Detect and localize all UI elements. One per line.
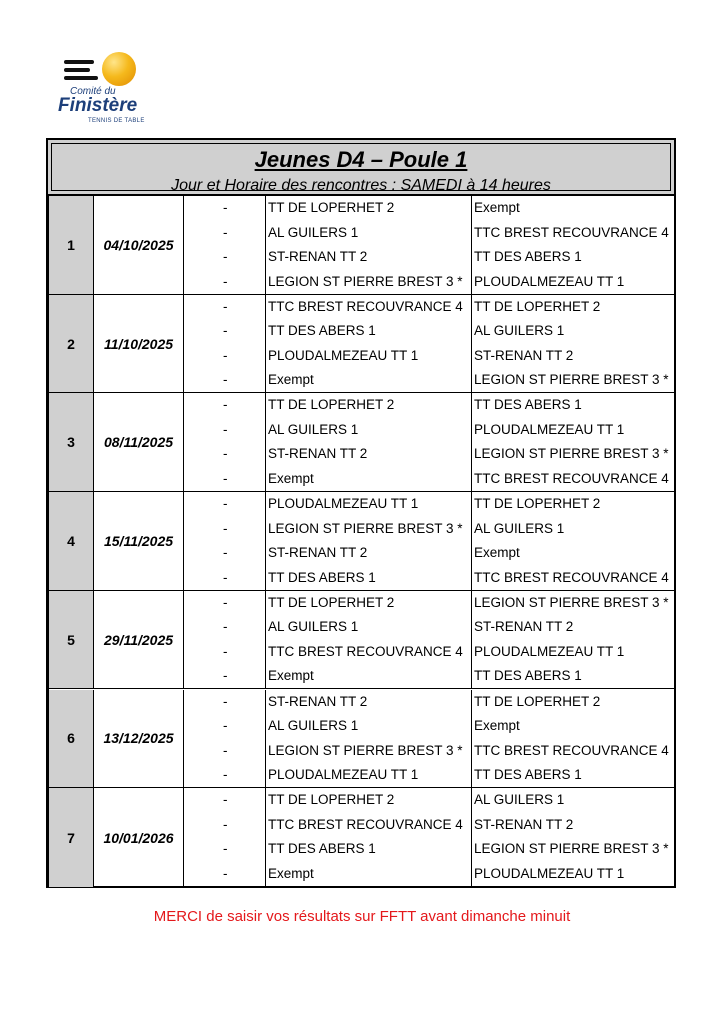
away-team: ST-RENAN TT 2 [474,347,574,363]
match-separator: - [223,200,228,215]
home-team: TT DE LOPERHET 2 [268,397,395,413]
home-team-column [266,295,472,393]
away-team-column [472,690,674,788]
match-separator: - [223,446,228,462]
match-separator: - [223,323,228,339]
round-number: 7 [49,788,94,887]
away-team: ST-RENAN TT 2 [474,816,574,832]
home-team: AL GUILERS 1 [268,619,359,635]
home-team: TTC BREST RECOUVRANCE 4 [268,643,463,659]
match-separator: - [223,668,228,684]
match-separator-column [184,492,266,590]
match-separator: - [223,816,228,832]
away-team: PLOUDALMEZEAU TT 1 [474,421,625,437]
away-team: Exempt [474,545,520,561]
away-team: TTC BREST RECOUVRANCE 4 [474,224,669,240]
away-team-column [472,295,674,393]
home-team: LEGION ST PIERRE BREST 3 * [268,273,463,289]
away-team-column [472,393,674,491]
away-team: LEGION ST PIERRE BREST 3 * [474,372,669,388]
match-separator: - [223,249,228,264]
home-team-column [266,393,472,491]
round-date: 10/01/2026 [94,788,184,887]
comite-finistere-logo [56,48,156,128]
match-separator: - [223,298,228,314]
round-block [49,295,674,394]
round-block [49,492,674,591]
home-team: TT DES ABERS 1 [268,841,376,857]
away-team: LEGION ST PIERRE BREST 3 * [474,594,669,610]
away-team: TT DE LOPERHET 2 [474,496,601,512]
home-team-column [266,196,472,294]
match-separator: - [223,718,228,733]
match-separator: - [223,693,228,709]
match-separator: - [223,347,228,363]
round-number: 6 [49,690,94,788]
home-team: Exempt [268,470,314,486]
home-team: ST-RENAN TT 2 [268,446,368,462]
home-team: LEGION ST PIERRE BREST 3 * [268,520,463,536]
match-separator: - [223,594,228,610]
round-block [49,690,674,789]
home-team: TTC BREST RECOUVRANCE 4 [268,298,463,314]
away-team-column [472,492,674,590]
round-number: 2 [49,295,94,393]
logo-text-comite: Comité du [70,86,116,97]
away-team: PLOUDALMEZEAU TT 1 [474,273,625,289]
home-team: AL GUILERS 1 [268,718,359,733]
away-team: LEGION ST PIERRE BREST 3 * [474,446,669,462]
match-separator-column [184,295,266,393]
away-team: TT DES ABERS 1 [474,668,582,684]
round-date: 29/11/2025 [94,591,184,689]
header-inner-frame [51,143,671,194]
match-separator: - [223,470,228,486]
match-separator: - [223,273,228,289]
home-team: TT DE LOPERHET 2 [268,594,395,610]
away-team: Exempt [474,718,520,733]
away-team: TT DES ABERS 1 [474,397,582,413]
round-date: 08/11/2025 [94,393,184,491]
away-team-column [472,788,674,887]
match-separator: - [223,643,228,659]
home-team: Exempt [268,372,314,388]
away-team-column [472,591,674,689]
home-team: TT DE LOPERHET 2 [268,792,395,808]
away-team: LEGION ST PIERRE BREST 3 * [474,841,669,857]
away-team: AL GUILERS 1 [474,792,565,808]
home-team: AL GUILERS 1 [268,421,359,437]
match-separator: - [223,742,228,758]
round-block [49,591,674,690]
match-separator: - [223,421,228,437]
home-team: TTC BREST RECOUVRANCE 4 [268,816,463,832]
home-team: TT DES ABERS 1 [268,323,376,339]
round-block [49,393,674,492]
round-number: 5 [49,591,94,689]
match-separator: - [223,496,228,512]
match-separator: - [223,520,228,536]
home-team-column [266,591,472,689]
home-team: PLOUDALMEZEAU TT 1 [268,767,419,782]
home-team-column [266,788,472,887]
home-team: Exempt [268,668,314,684]
match-separator: - [223,372,228,388]
away-team: ST-RENAN TT 2 [474,619,574,635]
page-title: Jeunes D4 – Poule 1 [254,147,468,172]
round-number: 1 [49,196,94,294]
away-team: TT DE LOPERHET 2 [474,693,601,709]
home-team: ST-RENAN TT 2 [268,545,368,561]
round-date: 15/11/2025 [94,492,184,590]
home-team: TT DE LOPERHET 2 [268,200,395,215]
logo-lines-graphic [64,58,104,88]
match-separator-column [184,196,266,294]
away-team-column [472,196,674,294]
match-separator-column [184,690,266,788]
home-team: PLOUDALMEZEAU TT 1 [268,347,419,363]
away-team: TT DES ABERS 1 [474,249,582,264]
match-separator: - [223,841,228,857]
home-team: AL GUILERS 1 [268,224,359,240]
match-separator: - [223,792,228,808]
home-team-column [266,492,472,590]
away-team: TTC BREST RECOUVRANCE 4 [474,569,669,585]
away-team: TT DES ABERS 1 [474,767,582,782]
match-separator: - [223,397,228,413]
round-date: 13/12/2025 [94,690,184,788]
match-separator-column [184,393,266,491]
round-date: 04/10/2025 [94,196,184,294]
home-team-column [266,690,472,788]
home-team: Exempt [268,865,314,881]
match-separator: - [223,545,228,561]
logo-text-tennis-de-table: TENNIS DE TABLE [88,118,145,124]
match-separator: - [223,569,228,585]
round-date: 11/10/2025 [94,295,184,393]
home-team: TT DES ABERS 1 [268,569,376,585]
page-subtitle: Jour et Horaire des rencontres : SAMEDI à 14 heures [171,177,551,194]
home-team: PLOUDALMEZEAU TT 1 [268,496,419,512]
away-team: TT DE LOPERHET 2 [474,298,601,314]
match-separator: - [223,865,228,881]
match-separator: - [223,224,228,240]
away-team: Exempt [474,200,520,215]
footer-notice: MERCI de saisir vos résultats sur FFTT avant dimanche minuit [153,908,571,925]
match-separator-column [184,788,266,887]
match-separator: - [223,619,228,635]
ping-pong-ball-icon [102,52,136,86]
away-team: PLOUDALMEZEAU TT 1 [474,865,625,881]
schedule-table [46,196,676,888]
logo-text-finistere: Finistère [58,95,138,116]
away-team: AL GUILERS 1 [474,520,565,536]
round-block [49,196,674,295]
away-team: TTC BREST RECOUVRANCE 4 [474,470,669,486]
schedule-header [46,138,676,196]
home-team: ST-RENAN TT 2 [268,249,368,264]
round-number: 4 [49,492,94,590]
match-separator-column [184,591,266,689]
away-team: AL GUILERS 1 [474,323,565,339]
away-team: PLOUDALMEZEAU TT 1 [474,643,625,659]
match-separator: - [223,767,228,782]
round-block [49,788,674,887]
away-team: TTC BREST RECOUVRANCE 4 [474,742,669,758]
round-number: 3 [49,393,94,491]
home-team: ST-RENAN TT 2 [268,693,368,709]
home-team: LEGION ST PIERRE BREST 3 * [268,742,463,758]
